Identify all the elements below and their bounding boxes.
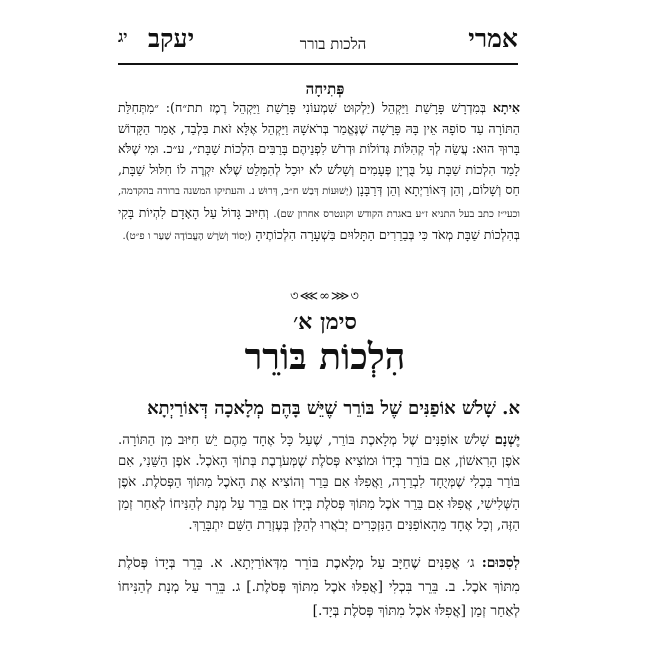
section-heading: א. שָׁלֹשׁ אוֹפַנִּים שֶׁל בּוֹרֵר שֶׁיֵּשׁ בָּהֶם מְלָאכָה דְּאוֹרַיְתָא xyxy=(147,398,520,419)
summary-paragraph xyxy=(118,551,520,623)
intro-text: בְּמִדְרָשׁ פָּרָשַׁת וַיַּקְהֵל (יַלְקוּט שִׁמְעוֹנִי פָּרָשַׁת וַיַּקְהֵל רֶמֶז תת״ח): ״מִתְּחִלַּת הַתּוֹרָה עַד סוֹפָהּ אֵין בָּהּ פָּרָשָׁה שֶׁנֶּאֱמַר בְּרֹאשָׁהּ וַיַּקְהֵל אֶלָּא זֹאת בִּלְבַד, אָמַר הַקָּדוֹשׁ בָּרוּךְ הוּא: עֲשֵׂה לְךָ קְהִלּוֹת גְּדוֹלוֹת וּדְרֹשׁ לִפְנֵיהֶם בָּרַבִּים הִלְכוֹת שַׁבָּת״, ע״כ. וּמִי שֶׁלֹּא לָמַד הִלְכוֹת שַׁבָּת עַל בֻּרְיָן פְּעָמִים וְשָׁלֹשׁ לֹא יוּכַל לְהִמָּלֵט שֶׁלֹּא יִקְרֶה לוֹ חִלּוּל שַׁבָּת, חַס וְשָׁלוֹם, וְהֵן דְּאוֹרַיְתָא וְהֵן דְּרַבָּנָן xyxy=(118,100,520,197)
intro-text-continued: וְחִיּוּב גָּדוֹל עַל הָאָדָם לִהְיוֹת בָּקִי בְּהִלְכוֹת שַׁבָּת מְאֹד כִּי בְּבַרֵרִים הַתָּלוּיִם בִּשְׁעָרָה הִלְכוֹתֶיהָ xyxy=(118,204,520,242)
intro-lead-word: אִיתָא xyxy=(492,100,520,115)
intro-paragraph xyxy=(118,98,520,248)
intro-source-note: (יְשׁוּעוֹת דְּבַשׁ ח״ב, דְּרוּשׁ נ. והעתיקו המשנה ברורה בהקדמה, וכעי״ז כתב בעל התניא ז״ע באגרת הקודש וקונטרס אחרון שם). xyxy=(118,186,520,220)
intro-source-note-2: (יְסוֹד וְשֹׁרֶשׁ הָעֲבוֹדָה שַׁעַר ו פ״ט). xyxy=(122,231,252,242)
section-text: שָׁלֹשׁ אוֹפַנִּים שֶׁל מְלָאכֶת בּוֹרֵר, שֶׁעַל כָּל אֶחָד מֵהֶם יֵשׁ חִיּוּב מִן הַתּוֹרָה. אֹפֶן הָרִאשׁוֹן, אִם בּוֹרֵר בְּיָדוֹ וּמוֹצִיא פְּסֹלֶת שֶׁמְּעֹרֶבֶת בְּתוֹךְ הָאֹכֶל. אֹפֶן הַשֵּׁנִי, אִם בּוֹרֵר בִּכְלִי שֶׁמְּיֻחָד לִבְרֵרָה, וַאֲפִלּוּ אִם בֵּרֵר וְהוֹצִיא אֶת הָאֹכֶל מִתּוֹךְ הַפְּסֹלֶת. אֹפֶן הַשְּׁלִישִׁי, אֲפִלּוּ אִם בֵּרֵר אֹכֶל מִתּוֹךְ פְּסֹלֶת בְּיָדוֹ אִם בֵּרֵר עַל מְנָת לְהַנִּיחוֹ לְאַחַר זְמַן הַזֶּה, וְכָל אֶחָד מֵהָאוֹפַנִּים הַנִּזְכָּרִים יְבֹאֲרוּ לְהַלָּן בְּעֶזְרַת הַשֵּׁם יִתְבָּרֵךְ. xyxy=(118,433,520,533)
running-title: הלכות בורר xyxy=(299,35,367,53)
ornament-divider: ৩⋘∞⋙৩ xyxy=(290,289,360,304)
page-number: יג xyxy=(118,27,128,46)
chapter-title: הִלְכוֹת בּוֹרֵר xyxy=(244,336,406,378)
intro-title: פְּתִיחָה xyxy=(305,80,345,98)
summary-lead-word: לְסִכּוּם: xyxy=(481,555,520,571)
book-title-part2: יעקב xyxy=(148,24,195,53)
section-lead-word: יֶשְׁנָם xyxy=(494,433,520,448)
siman-label: סימן א׳ xyxy=(293,309,357,335)
running-header xyxy=(148,20,518,60)
book-title-part1: אמרי xyxy=(468,24,518,53)
header-divider xyxy=(118,63,518,65)
section-paragraph xyxy=(118,430,520,536)
summary-text: ג׳ אֳפַנִּים שֶׁחַיָּב עַל מְלָאכֶת בּוֹרֵר מִדְּאוֹרַיְתָא. א. בֵּרֵר בְּיָדוֹ פְּסֹלֶת מִתּוֹךְ אֹכֶל. ב. בֵּרֵר בִּכְלִי [אֲפִלּוּ אֹכֶל מִתּוֹךְ פְּסֹלֶת.] ג. בֵּרֵר עַל מְנָת לְהַנִּיחוֹ לְאַחַר זְמַן [אֲפִלּוּ אֹכֶל מִתּוֹךְ פְּסֹלֶת בְּיָד.] xyxy=(118,555,520,619)
